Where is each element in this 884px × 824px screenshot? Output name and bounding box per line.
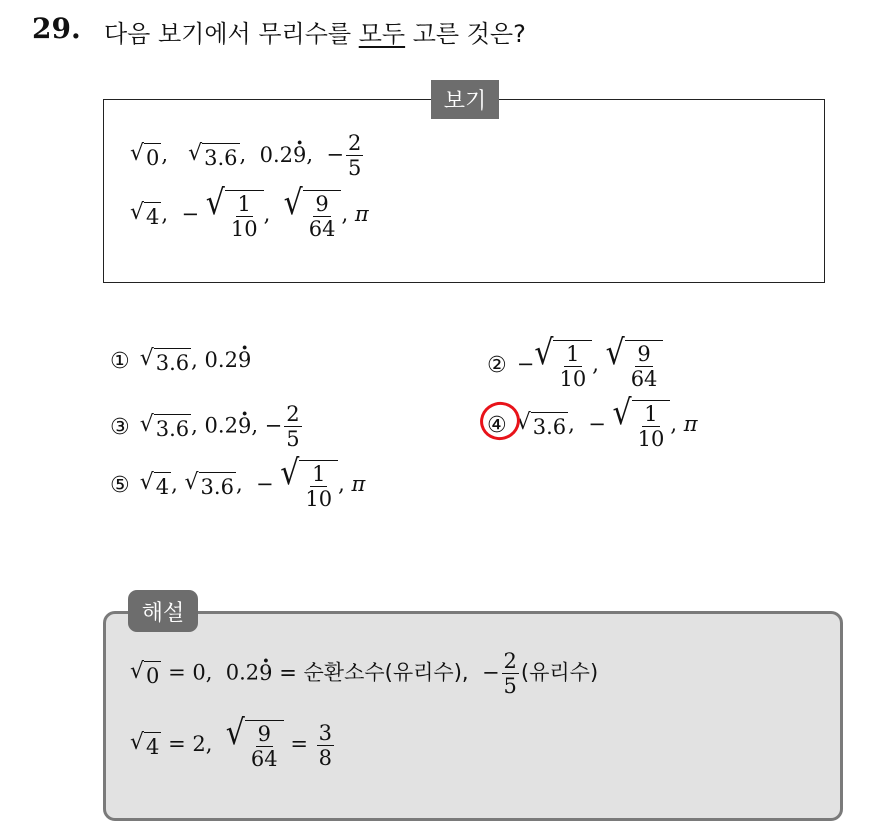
bogi-row-1: √ 0 , √ 3.6 , 0.2· 9, − $\frac{2}{5}$ <box>130 132 365 180</box>
sqrt-0: √ 0 <box>130 140 160 170</box>
question-text-after: 고른 것은? <box>405 20 526 48</box>
option-2[interactable]: ② − √ $\frac{1}{10}$ , √ $\frac{9}{64}$ <box>487 340 663 391</box>
pi: π <box>354 202 369 227</box>
solution-line-2: √ 4 = 2, √ $\frac{9}{64}$ = $\frac{3}{8}$ <box>130 712 332 772</box>
option-5-marker: ⑤ <box>110 473 130 499</box>
option-3-marker: ③ <box>110 414 130 440</box>
option-1-marker: ① <box>110 349 130 374</box>
sqrt-frac-1-10: √ $\frac{1}{10}$ <box>206 190 264 241</box>
solution-label: 해설 <box>128 590 198 632</box>
option-4[interactable]: ④ √ 3.6 , − √ $\frac{1}{10}$ , π <box>487 392 698 452</box>
question-text <box>104 14 526 49</box>
sqrt-frac-9-64: √ $\frac{9}{64}$ <box>284 190 342 241</box>
option-3[interactable]: ③ √ 3.6 , 0.2· 9, − $\frac{2}{5}$ <box>110 403 304 451</box>
sqrt-4: √ 4 <box>130 200 160 230</box>
fraction-2-5: $\frac{2}{5}$ <box>348 131 362 181</box>
question-number: 29. <box>32 12 81 45</box>
solution-line-1: √ 0 = 0, 0.2· 9 = 순환소수(유리수), − $\frac{2}{5}$ (유리수) <box>130 650 598 698</box>
minus-sign: − <box>326 142 344 167</box>
option-2-marker: ② <box>487 353 507 379</box>
repeating-decimal: 0.2· 9 <box>260 143 307 167</box>
option-5[interactable]: ⑤ √ 4 , √ 3.6 , − √ $\frac{1}{10}$ , π <box>110 452 366 512</box>
question-text-before: 다음 보기에서 무리수를 <box>104 20 359 48</box>
question-text-underlined: 모두 <box>358 20 406 48</box>
solution-box <box>103 611 843 821</box>
minus-sign: − <box>181 202 200 227</box>
option-1[interactable]: ① √ 3.6 , 0.2· 9 <box>110 348 251 375</box>
bogi-row-2: √ 4 , − √ $\frac{1}{10}$ , √ $\frac{9}{64}$ , π <box>130 182 369 242</box>
sqrt-3.6: √ 3.6 <box>188 140 238 170</box>
option-4-marker: ④ <box>487 413 507 439</box>
bogi-label: 보기 <box>431 80 499 119</box>
